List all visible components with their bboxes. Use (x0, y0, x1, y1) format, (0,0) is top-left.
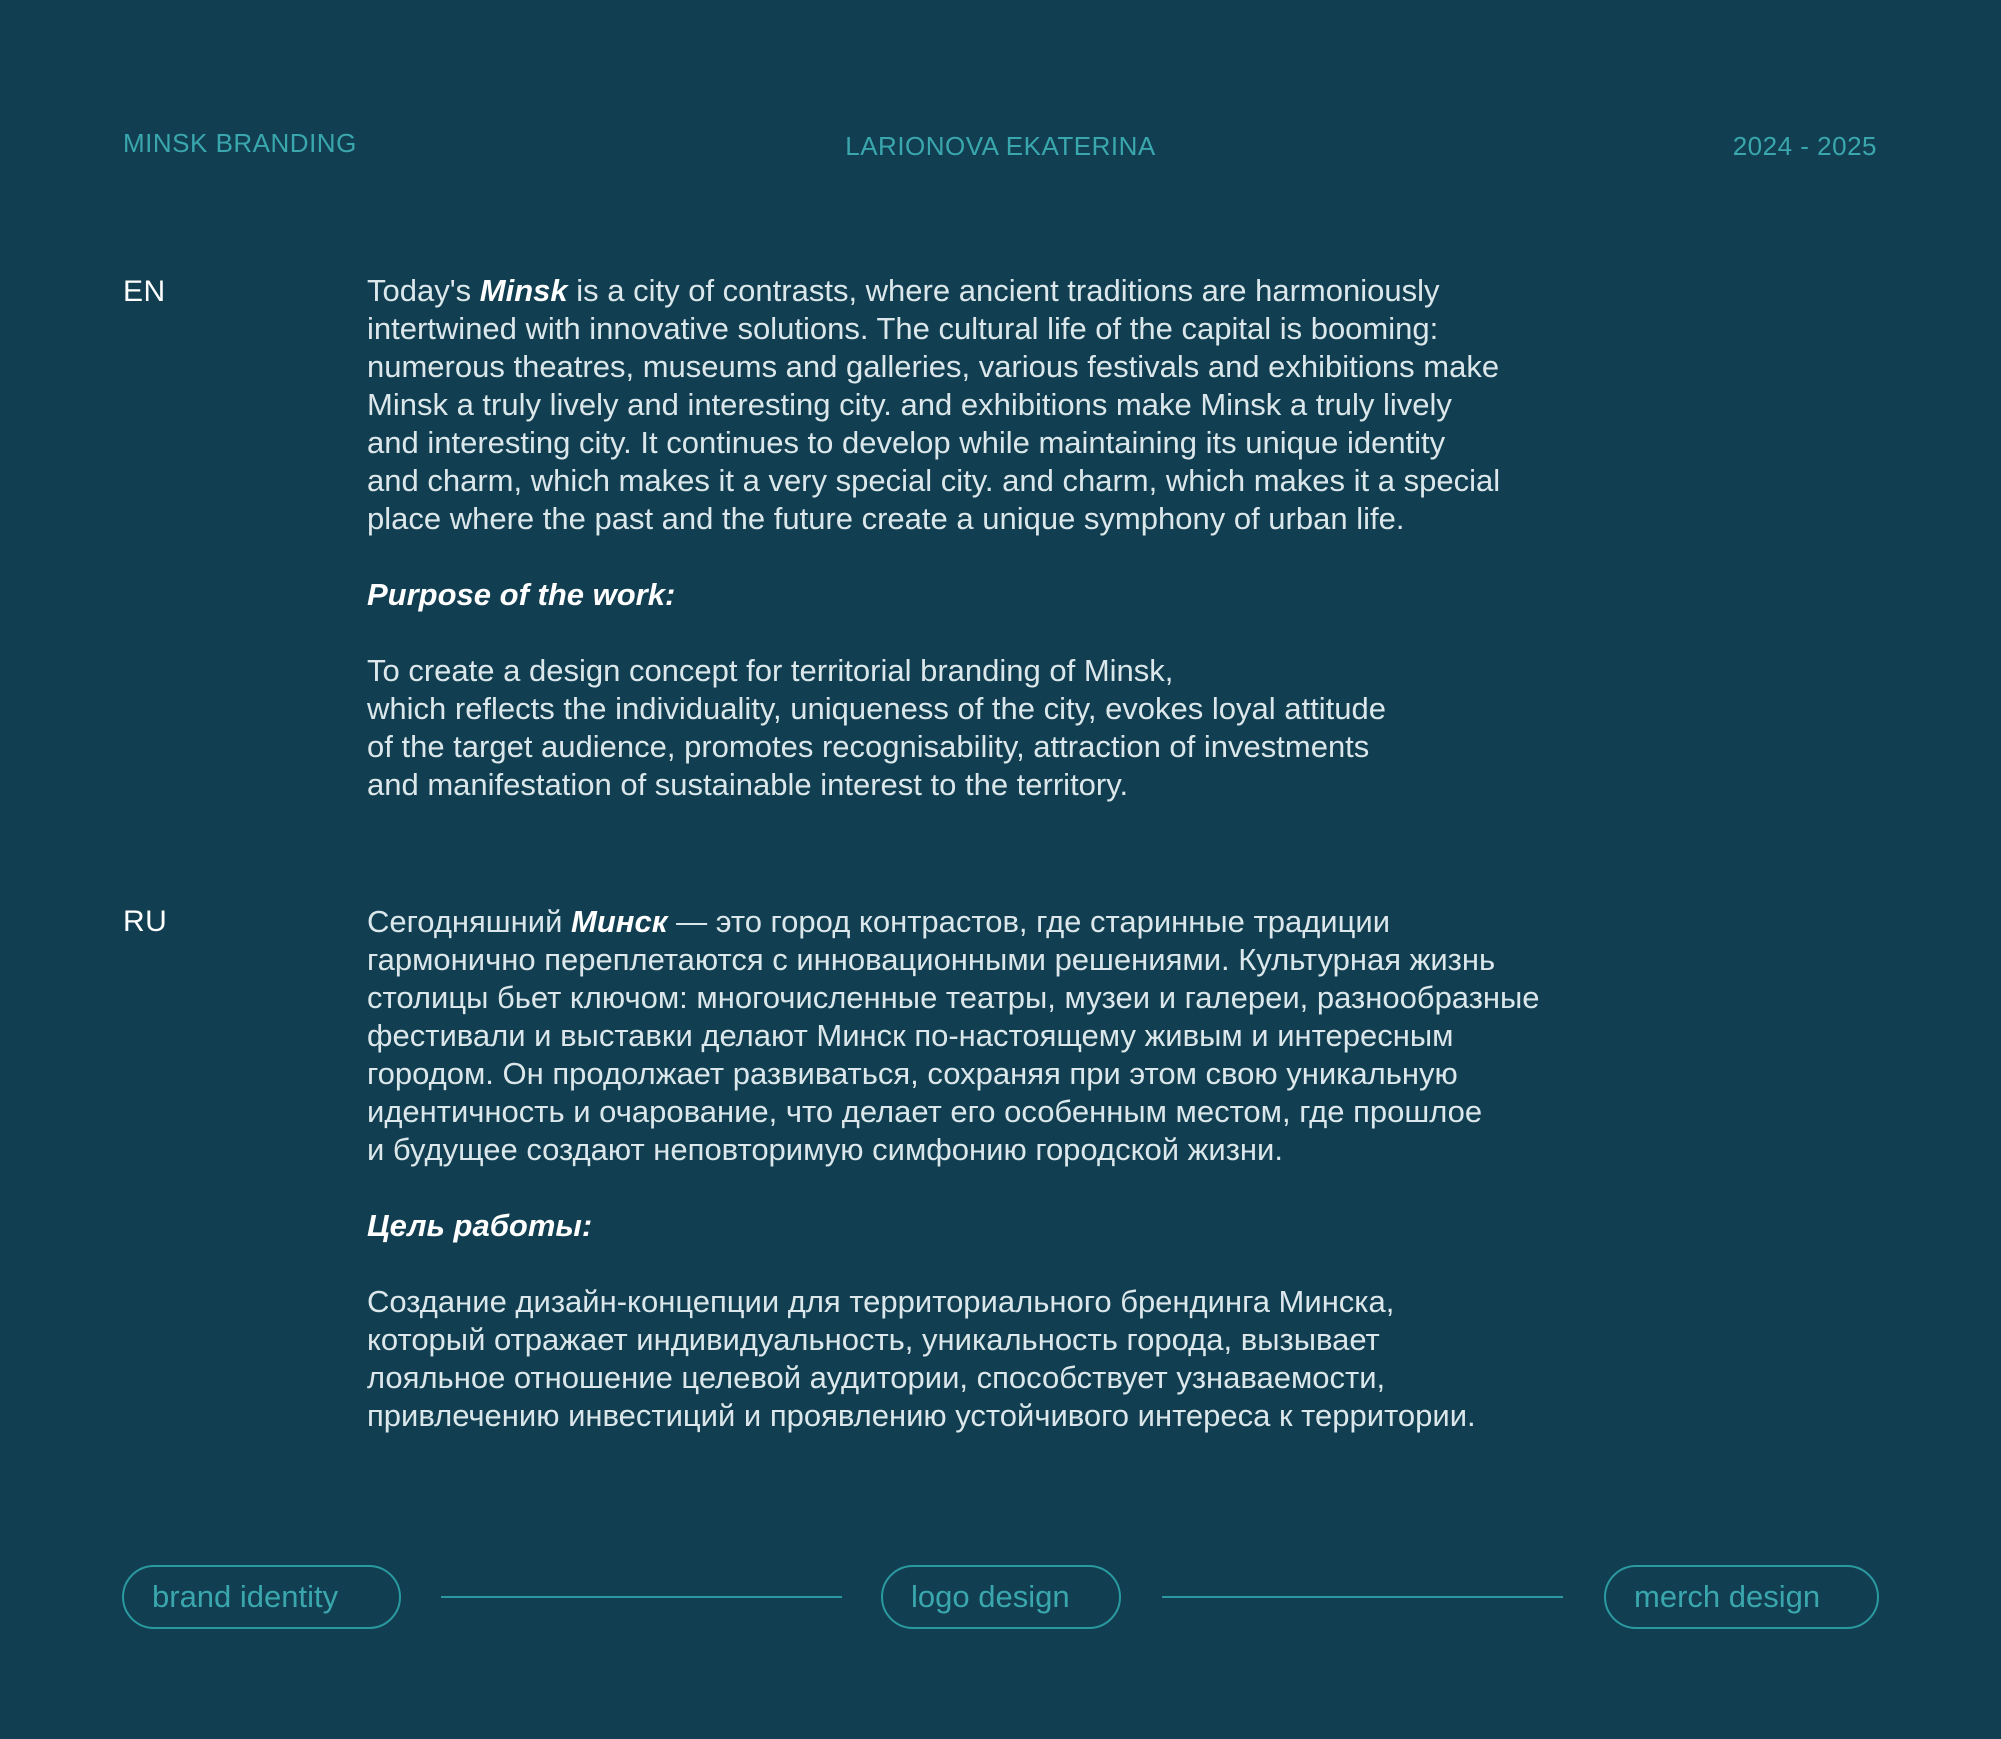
city-name: Минск (571, 904, 668, 939)
purpose-line: which reflects the individuality, uniqueness of the city, evokes loyal attitude (367, 691, 1386, 726)
purpose-line: лояльное отношение целевой аудитории, способствует узнаваемости, (367, 1360, 1386, 1395)
tag-logo-design: logo design (881, 1565, 1121, 1629)
purpose-line: of the target audience, promotes recognisability, attraction of investments (367, 729, 1370, 764)
intro-line: столицы бьет ключом: многочисленные театры, музеи и галереи, разнообразные (367, 980, 1540, 1015)
language-label-en: EN (123, 275, 166, 308)
intro-line-rest: — это город контрастов, где старинные традиции (667, 904, 1391, 939)
intro-prefix: Сегодняшний (367, 904, 572, 939)
intro-prefix: Today's (367, 273, 480, 308)
intro-line: intertwined with innovative solutions. The cultural life of the capital is booming: (367, 311, 1439, 346)
purpose-heading: Цель работы: (367, 1208, 593, 1243)
purpose-heading: Purpose of the work: (367, 577, 676, 612)
tag-brand-identity: brand identity (122, 1565, 401, 1629)
intro-line: идентичность и очарование, что делает его особенным местом, где прошлое (367, 1094, 1483, 1129)
language-label-ru: RU (123, 905, 168, 938)
intro-line: and charm, which makes it a very special city. and charm, which makes it a special (367, 463, 1501, 498)
project-years: 2024 - 2025 (1732, 131, 1877, 161)
intro-first-line (367, 903, 1707, 941)
intro-line: numerous theatres, museums and galleries, various festivals and exhibitions make (367, 349, 1500, 384)
intro-line-rest: is a city of contrasts, where ancient traditions are harmoniously (567, 273, 1440, 308)
intro-line: place where the past and the future create a unique symphony of urban life. (367, 501, 1405, 536)
city-name: Minsk (479, 273, 568, 308)
description-en (367, 272, 1707, 804)
purpose-line: and manifestation of sustainable interest to the territory. (367, 767, 1129, 802)
purpose-line: который отражает индивидуальность, уникальность города, вызывает (367, 1322, 1380, 1357)
purpose-line: Создание дизайн-концепции для территориального брендинга Минска, (367, 1284, 1395, 1319)
intro-line: городом. Он продолжает развиваться, сохраняя при этом свою уникальную (367, 1056, 1458, 1091)
tag-connector-line (441, 1596, 842, 1598)
intro-line: фестивали и выставки делают Минск по-настоящему живым и интересным (367, 1018, 1454, 1053)
intro-line: гармонично переплетаются с инновационными решениями. Культурная жизнь (367, 942, 1496, 977)
tag-connector-line (1162, 1596, 1563, 1598)
intro-line: and interesting city. It continues to develop while maintaining its unique identity (367, 425, 1446, 460)
project-title: MINSK BRANDING (123, 128, 357, 158)
author-name: LARIONOVA EKATERINA (845, 131, 1156, 161)
description-ru (367, 903, 1707, 1435)
intro-line: Minsk a truly lively and interesting city. and exhibitions make Minsk a truly lively (367, 387, 1452, 422)
intro-first-line (367, 272, 1707, 310)
intro-line: и будущее создают неповторимую симфонию городской жизни. (367, 1132, 1283, 1167)
purpose-line: привлечению инвестиций и проявлению устойчивого интереса к территории. (367, 1398, 1476, 1433)
tag-merch-design: merch design (1604, 1565, 1879, 1629)
purpose-line: To create a design concept for territorial branding of Minsk, (367, 653, 1174, 688)
